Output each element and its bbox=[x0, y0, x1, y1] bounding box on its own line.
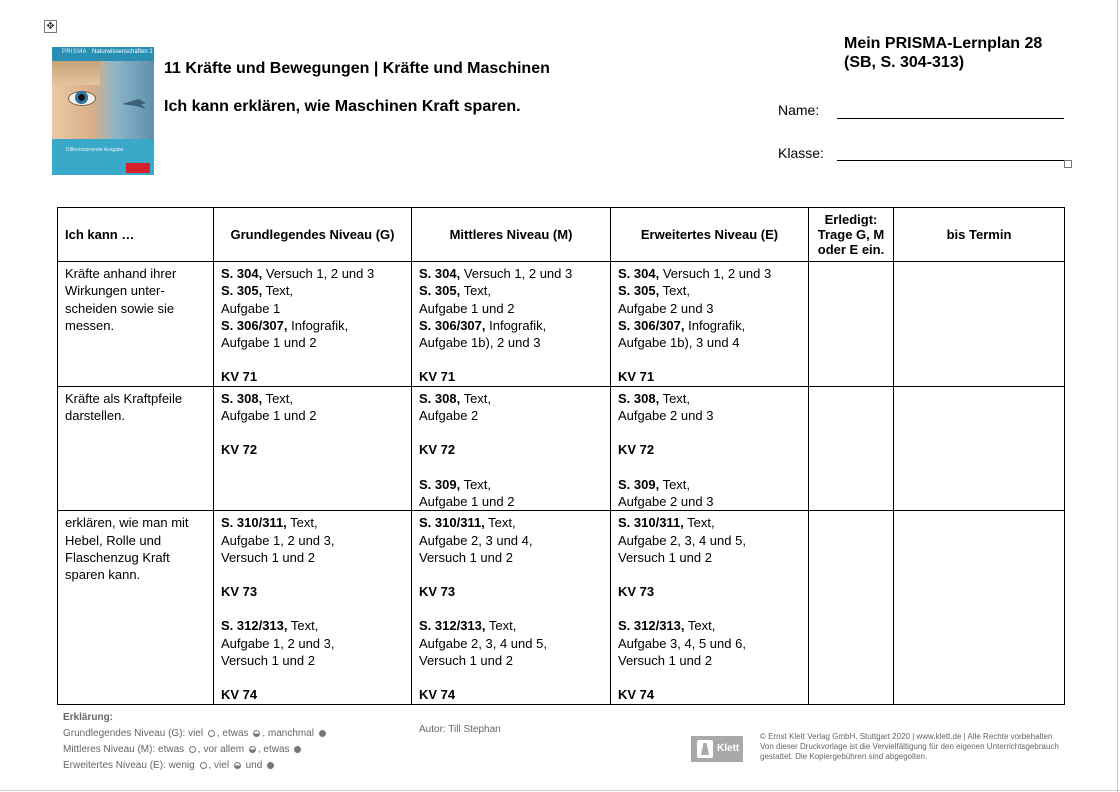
cover-edition: Differenzierende Ausgabe bbox=[66, 147, 124, 153]
header-level-m: Mittleres Niveau (M) bbox=[412, 208, 611, 262]
copyright-line: gestattet. Die Kopiergebühren sind abgegolten. bbox=[760, 752, 928, 761]
author: Autor: Till Stephan bbox=[419, 724, 501, 735]
learning-goal: Ich kann erklären, wie Maschinen Kraft sparen. bbox=[164, 98, 521, 115]
legend bbox=[63, 710, 328, 774]
klett-logo bbox=[691, 736, 743, 762]
page-ref: S. 308, bbox=[618, 390, 660, 406]
task-text: Aufgabe 1 und 2 bbox=[419, 493, 515, 509]
task-text: Aufgabe 1b), 3 und 4 bbox=[618, 335, 740, 351]
task-text: Text, bbox=[659, 476, 691, 492]
task-text: Text, bbox=[683, 515, 715, 531]
table-row bbox=[58, 511, 1065, 704]
page-ref: S. 310/311, bbox=[419, 515, 485, 531]
worksheet-ref: KV 71 bbox=[419, 369, 456, 385]
task-text: Text, bbox=[684, 618, 716, 634]
header-done: Erledigt: Trage G, M oder E ein. bbox=[809, 208, 894, 262]
task-text: Versuch 1 und 2 bbox=[221, 653, 315, 669]
task-text: Text, bbox=[484, 515, 516, 531]
level-g-cell bbox=[214, 262, 412, 387]
empty-circle-icon bbox=[200, 762, 207, 769]
task-text: Aufgabe 2 und 3 bbox=[618, 300, 714, 316]
copyright-line: © Ernst Klett Verlag GmbH, Stuttgart 2020 | www.klett.de | Alle Rechte vorbehalten bbox=[760, 732, 1053, 741]
task-text: Aufgabe 1, 2 und 3, bbox=[221, 635, 335, 651]
page-ref: S. 309, bbox=[618, 476, 660, 492]
task-text: Text, bbox=[485, 618, 517, 634]
task-text: Infografik, bbox=[287, 317, 349, 333]
half-circle-icon bbox=[249, 746, 256, 753]
task-text: Versuch 1 und 2 bbox=[221, 549, 315, 565]
worksheet-ref: KV 73 bbox=[419, 584, 456, 600]
header-level-g: Grundlegendes Niveau (G) bbox=[214, 208, 412, 262]
task-text: Aufgabe 2, 3, 4 und 5, bbox=[419, 635, 547, 651]
empty-circle-icon bbox=[208, 730, 215, 737]
legend-text: Grundlegendes Niveau (G): viel bbox=[63, 728, 204, 739]
worksheet-ref: KV 71 bbox=[618, 369, 655, 385]
level-m-cell bbox=[412, 386, 611, 510]
empty-circle-icon bbox=[189, 746, 196, 753]
done-input-cell[interactable] bbox=[809, 262, 894, 387]
page-ref: S. 305, bbox=[618, 283, 660, 299]
page-ref: S. 304, bbox=[419, 266, 461, 281]
task-text: Aufgabe 1 bbox=[221, 300, 281, 316]
page-ref: S. 304, bbox=[618, 266, 660, 281]
name-label: Name: bbox=[778, 102, 820, 118]
legend-text: , vor allem bbox=[197, 744, 245, 755]
level-m-cell bbox=[412, 262, 611, 387]
level-e-cell bbox=[611, 511, 809, 704]
full-circle-icon bbox=[294, 746, 301, 753]
deadline-input-cell[interactable] bbox=[894, 511, 1065, 704]
worksheet-ref: KV 72 bbox=[419, 442, 456, 458]
page-ref: S. 306/307, bbox=[221, 317, 288, 333]
legend-title: Erklärung: bbox=[63, 712, 114, 723]
class-label: Klasse: bbox=[778, 145, 824, 161]
page-ref: S. 308, bbox=[419, 390, 461, 406]
page-edge bbox=[0, 790, 1120, 791]
done-input-cell[interactable] bbox=[809, 511, 894, 704]
task-text: Aufgabe 1 und 2 bbox=[419, 300, 515, 316]
task-text: Text, bbox=[286, 515, 318, 531]
deadline-input-cell[interactable] bbox=[894, 386, 1065, 510]
task-text: Text, bbox=[460, 283, 492, 299]
skill-cell bbox=[58, 262, 214, 387]
task-text: Aufgabe 3, 4, 5 und 6, bbox=[618, 635, 746, 651]
worksheet-ref: KV 74 bbox=[221, 687, 258, 703]
full-circle-icon bbox=[319, 730, 326, 737]
worksheet-ref: KV 71 bbox=[221, 369, 258, 385]
task-text: Text, bbox=[460, 476, 492, 492]
full-circle-icon bbox=[267, 762, 274, 769]
table-move-handle-icon[interactable]: ✥ bbox=[44, 20, 57, 33]
task-text: Text, bbox=[262, 283, 294, 299]
legend-text: und bbox=[242, 760, 263, 771]
page-ref: S. 309, bbox=[419, 476, 461, 492]
task-text: Text, bbox=[262, 390, 294, 406]
skill-text: Kräfte als Kraftpfeile darstellen. bbox=[65, 390, 183, 424]
table-row bbox=[58, 386, 1065, 510]
copyright-notice bbox=[760, 732, 1070, 762]
page-ref: S. 308, bbox=[221, 390, 263, 406]
page-ref: S. 310/311, bbox=[221, 515, 287, 531]
page-ref: S. 312/313, bbox=[618, 618, 685, 634]
header-level-e: Erweitertes Niveau (E) bbox=[611, 208, 809, 262]
page-ref: S. 306/307, bbox=[419, 317, 486, 333]
plan-title-line: Mein PRISMA-Lernplan 28 bbox=[844, 35, 1043, 52]
name-field[interactable] bbox=[837, 118, 1064, 119]
legend-line-g bbox=[63, 726, 328, 742]
header-deadline: bis Termin bbox=[894, 208, 1065, 262]
resize-handle[interactable] bbox=[1064, 160, 1072, 168]
page-ref: S. 306/307, bbox=[618, 317, 685, 333]
level-e-cell bbox=[611, 262, 809, 387]
skill-cell bbox=[58, 511, 214, 704]
page-ref: S. 312/313, bbox=[221, 618, 288, 634]
level-g-cell bbox=[214, 386, 412, 510]
plan-title-pages: (SB, S. 304-313) bbox=[844, 54, 965, 71]
plan-title bbox=[844, 34, 1042, 72]
worksheet-ref: KV 72 bbox=[221, 442, 258, 458]
deadline-input-cell[interactable] bbox=[894, 262, 1065, 387]
chapter-title: 11 Kräfte und Bewegungen | Kräfte und Maschinen bbox=[164, 60, 550, 77]
page-ref: S. 305, bbox=[221, 283, 263, 299]
task-text: Versuch 1, 2 und 3 bbox=[262, 266, 375, 281]
cover-subject: Naturwissenschaften 1 bbox=[92, 49, 153, 55]
page-ref: S. 305, bbox=[419, 283, 461, 299]
worksheet-ref: KV 72 bbox=[618, 442, 655, 458]
cover-detail bbox=[75, 91, 88, 104]
table-row bbox=[58, 262, 1065, 387]
page-ref: S. 310/311, bbox=[618, 515, 684, 531]
task-text: Versuch 1 und 2 bbox=[618, 549, 712, 565]
legend-text: , viel bbox=[208, 760, 230, 771]
skill-text: Kräfte anhand ihrer Wirkungen unter-scheiden sowie sie messen. bbox=[65, 266, 177, 333]
legend-line-e bbox=[63, 758, 328, 774]
worksheet-ref: KV 73 bbox=[221, 584, 258, 600]
klett-logo-icon bbox=[697, 740, 713, 758]
task-text: Aufgabe 1b), 2 und 3 bbox=[419, 335, 541, 351]
level-e-cell bbox=[611, 386, 809, 510]
task-text: Aufgabe 2, 3, 4 und 5, bbox=[618, 532, 746, 548]
page-edge bbox=[1117, 0, 1118, 792]
task-text: Aufgabe 2 und 3 bbox=[618, 493, 714, 509]
header-skill: Ich kann … bbox=[58, 208, 214, 262]
skill-cell bbox=[58, 386, 214, 510]
task-text: Aufgabe 1 und 2 bbox=[221, 335, 317, 351]
table-header-row bbox=[58, 208, 1065, 262]
logo-text: Klett bbox=[717, 743, 740, 754]
legend-text: , manchmal bbox=[262, 728, 315, 739]
half-circle-icon bbox=[253, 730, 260, 737]
task-text: Aufgabe 2 und 3 bbox=[618, 408, 714, 424]
worksheet-ref: KV 74 bbox=[419, 687, 456, 703]
legend-text: Mittleres Niveau (M): etwas bbox=[63, 744, 185, 755]
legend-line-m bbox=[63, 742, 328, 758]
task-text: Aufgabe 2, 3 und 4, bbox=[419, 532, 533, 548]
legend-text: , etwas bbox=[257, 744, 290, 755]
task-text: Infografik, bbox=[485, 317, 547, 333]
done-input-cell[interactable] bbox=[809, 386, 894, 510]
task-text: Text, bbox=[287, 618, 319, 634]
task-text: Versuch 1, 2 und 3 bbox=[460, 266, 573, 281]
task-text: Aufgabe 1 und 2 bbox=[221, 408, 317, 424]
worksheet-ref: KV 73 bbox=[618, 584, 655, 600]
class-field[interactable] bbox=[837, 160, 1064, 161]
level-m-cell bbox=[412, 511, 611, 704]
worksheet-ref: KV 74 bbox=[618, 687, 655, 703]
learning-plan-table bbox=[57, 207, 1065, 705]
task-text: Aufgabe 2 bbox=[419, 408, 479, 424]
book-cover-image bbox=[52, 47, 154, 175]
legend-text: Erweitertes Niveau (E): wenig bbox=[63, 760, 195, 771]
half-circle-icon bbox=[234, 762, 241, 769]
level-g-cell bbox=[214, 511, 412, 704]
copyright-line: Von dieser Druckvorlage ist die Vervielfältigung für den eigenen Unterrichtsgebrauch bbox=[760, 742, 1059, 751]
task-text: Versuch 1, 2 und 3 bbox=[659, 266, 772, 281]
page-ref: S. 312/313, bbox=[419, 618, 486, 634]
task-text: Text, bbox=[460, 390, 492, 406]
task-text: Versuch 1 und 2 bbox=[618, 653, 712, 669]
skill-text: erklären, wie man mit Hebel, Rolle und Flaschenzug Kraft sparen kann. bbox=[65, 515, 189, 583]
task-text: Text, bbox=[659, 283, 691, 299]
task-text: Infografik, bbox=[684, 317, 746, 333]
task-text: Versuch 1 und 2 bbox=[419, 653, 513, 669]
klett-logo-icon bbox=[126, 163, 150, 173]
legend-text: , etwas bbox=[216, 728, 249, 739]
page-ref: S. 304, bbox=[221, 266, 263, 281]
task-text: Aufgabe 1, 2 und 3, bbox=[221, 532, 335, 548]
cover-detail bbox=[52, 61, 100, 85]
cover-brand: PRISMA bbox=[62, 49, 87, 55]
task-text: Text, bbox=[659, 390, 691, 406]
task-text: Versuch 1 und 2 bbox=[419, 549, 513, 565]
